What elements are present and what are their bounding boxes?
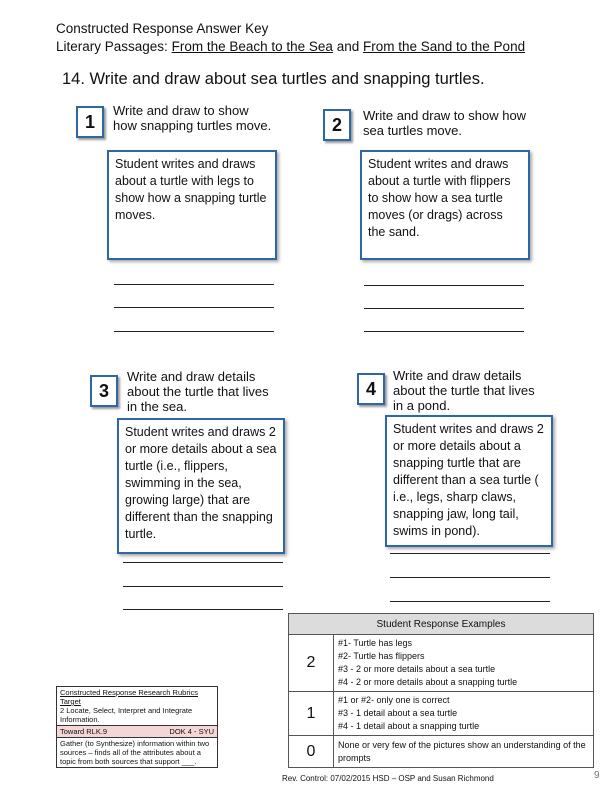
example-line: #4 - 2 or more details about a snapping turtle <box>338 677 518 687</box>
response-examples-title: Student Response Examples <box>289 614 594 635</box>
answer-line <box>390 577 550 578</box>
panel-2-number: 2 <box>323 109 351 141</box>
footer-revision: Rev. Control: 07/02/2015 HSD – OSP and Susan Richmond <box>282 774 494 783</box>
passage-joiner: and <box>336 39 360 54</box>
panel-4-number: 4 <box>357 373 385 405</box>
example-line: None or very few of the pictures show an understanding of the prompts <box>338 739 586 763</box>
table-row <box>289 736 594 768</box>
answer-line <box>114 307 274 308</box>
panel-4-prompt: Write and draw details about the turtle that lives in a pond. <box>393 368 535 413</box>
description-cell <box>334 692 594 736</box>
answer-line <box>123 586 283 587</box>
table-row <box>289 635 594 692</box>
example-line: #3 - 1 detail about a sea turtle <box>338 708 458 718</box>
panel-3-number: 3 <box>90 375 118 407</box>
answer-line <box>390 601 550 602</box>
passage-2-title: From the Sand to the Pond <box>362 39 526 54</box>
panel-1-prompt: Write and draw to show how snapping turtles move. <box>113 103 272 133</box>
page-number: 9 <box>594 770 600 781</box>
answer-line <box>364 308 524 309</box>
question-text: 14. Write and draw about sea turtles and snapping turtles. <box>62 70 485 88</box>
description-cell <box>334 635 594 692</box>
description-cell <box>334 736 594 768</box>
answer-line <box>114 284 274 285</box>
response-examples-table <box>288 613 594 768</box>
rubric-standard: Toward RLK.9 <box>60 727 108 736</box>
example-line: #1 or #2- only one is correct <box>338 695 450 705</box>
rubric-target: 2 Locate, Select, Interpret and Integrate Information. <box>60 706 193 724</box>
panel-3-prompt: Write and draw details about the turtle that lives in the sea. <box>127 369 269 414</box>
answer-line <box>390 553 550 554</box>
panel-4-answer: Student writes and draws 2 or more details about a snapping turtle that are different than a sea turtle ( i.e., legs, sharp claws, snapping jaw, long tail, swims in pond). <box>393 422 544 538</box>
document-title: Constructed Response Answer Key <box>56 21 269 36</box>
panel-4-answer-box <box>385 415 553 547</box>
score-cell: 2 <box>289 635 334 692</box>
passages-line <box>56 39 525 54</box>
rubric-box <box>56 686 218 768</box>
example-line: #1- Turtle has legs <box>338 638 413 648</box>
rubric-title: Constructed Response Research Rubrics Target <box>60 688 198 706</box>
panel-3-answer: Student writes and draws 2 or more details about a sea turtle (i.e., flippers, swimming in the sea, growing large) that are different than the snapping turtle. <box>125 425 277 541</box>
rubric-dok: DOK 4 - SYU <box>169 727 214 736</box>
answer-line <box>123 562 283 563</box>
rubric-description: Gather (to Synthesize) information within two sources – finds all of the attributes about a topic from both sources that support ___. <box>60 739 210 766</box>
panel-3-answer-box <box>117 418 285 554</box>
answer-line <box>114 331 274 332</box>
passage-1-title: From the Beach to the Sea <box>171 39 333 54</box>
panel-2-prompt: Write and draw to show how sea turtles move. <box>363 108 527 138</box>
example-line: #4 - 1 detail about a snapping turtle <box>338 721 480 731</box>
panel-2-answer-box <box>360 150 530 260</box>
rubric-standard-row <box>57 725 217 738</box>
score-cell: 0 <box>289 736 334 768</box>
answer-line <box>364 285 524 286</box>
panel-1-answer-box <box>107 150 277 260</box>
panel-2-answer: Student writes and draws about a turtle with flippers to show how a sea turtle moves (or drags) across the sand. <box>368 157 511 239</box>
answer-line <box>364 331 524 332</box>
example-line: #2- Turtle has flippers <box>338 651 425 661</box>
table-row <box>289 692 594 736</box>
example-line: #3 - 2 or more details about a sea turtle <box>338 664 496 674</box>
panel-1-answer: Student writes and draws about a turtle with legs to show how a snapping turtle moves. <box>115 157 267 222</box>
answer-line <box>123 609 283 610</box>
score-cell: 1 <box>289 692 334 736</box>
panel-1-number: 1 <box>76 106 104 138</box>
passages-label: Literary Passages: <box>56 39 168 54</box>
